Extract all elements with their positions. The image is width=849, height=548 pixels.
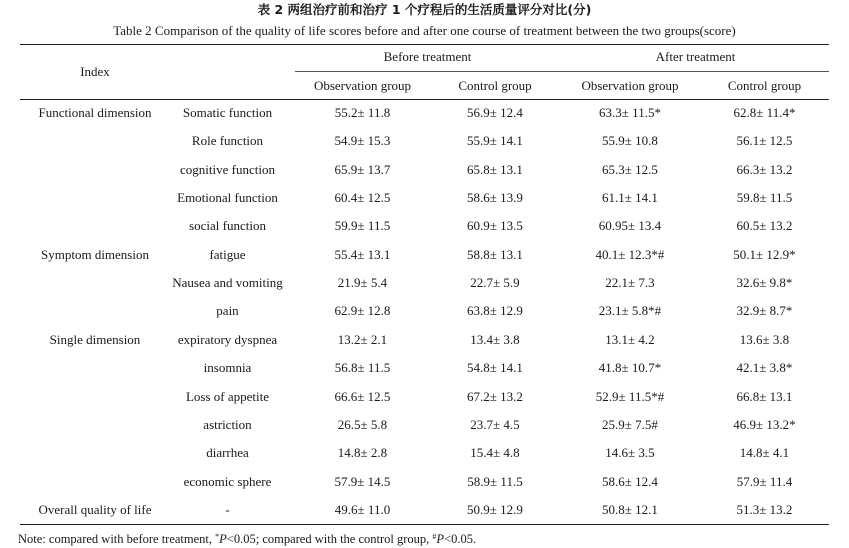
row-value: 67.2± 13.2	[467, 389, 523, 404]
header-bottom-rule	[20, 99, 829, 100]
row-value: 65.8± 13.1	[467, 162, 523, 177]
row-dimension: Single dimension	[49, 332, 141, 347]
row-value: 49.6± 11.0	[334, 502, 391, 517]
row-value: 65.9± 13.7	[334, 162, 391, 177]
row-value: 55.4± 13.1	[334, 247, 391, 262]
row-value: 56.8± 11.5	[334, 360, 391, 375]
row-value: 40.1± 12.3*#	[595, 247, 665, 262]
row-sub-index: astriction	[203, 417, 252, 432]
row-value: 22.1± 7.3	[605, 275, 655, 290]
table-bottom-rule	[20, 524, 829, 525]
header-after-control: Control group	[727, 78, 802, 93]
row-sub-index: expiratory dyspnea	[177, 332, 278, 347]
row-sub-index: social function	[189, 218, 266, 233]
row-value: 14.6± 3.5	[605, 445, 655, 460]
row-value: 46.9± 13.2*	[733, 417, 796, 432]
row-value: 58.6± 13.9	[467, 190, 523, 205]
row-value: 62.9± 12.8	[334, 303, 391, 318]
row-sub-index: insomnia	[203, 360, 252, 375]
table-top-rule	[20, 44, 829, 45]
row-value: 60.95± 13.4	[598, 218, 662, 233]
header-after-observation: Observation group	[581, 78, 679, 93]
row-value: 13.6± 3.8	[739, 332, 790, 347]
header-before-treatment: Before treatment	[383, 49, 472, 64]
row-value: 15.4± 4.8	[470, 445, 520, 460]
row-value: 50.1± 12.9*	[733, 247, 796, 262]
row-value: 63.8± 12.9	[467, 303, 523, 318]
row-value: 13.4± 3.8	[470, 332, 520, 347]
row-value: 66.3± 13.2	[736, 162, 793, 177]
row-value: 59.9± 11.5	[334, 218, 391, 233]
row-value: 63.3± 11.5*	[599, 105, 661, 120]
caption-chinese: 表 2 两组治疗前和治疗 1 个疗程后的生活质量评分对比(分)	[257, 2, 592, 17]
row-value: 55.9± 10.8	[602, 133, 658, 148]
row-value: 57.9± 11.4	[736, 474, 793, 489]
caption-english: Table 2 Comparison of the quality of life scores before and after one course of treatment between the two groups(score)	[113, 23, 736, 38]
row-value: 61.1± 14.1	[602, 190, 658, 205]
row-value: 60.9± 13.5	[467, 218, 523, 233]
row-value: 56.9± 12.4	[467, 105, 523, 120]
row-value: 42.1± 3.8*	[736, 360, 793, 375]
row-value: 51.3± 13.2	[736, 502, 793, 517]
row-value: 14.8± 4.1	[739, 445, 790, 460]
row-value: 55.2± 11.8	[334, 105, 391, 120]
row-value: 23.1± 5.8*#	[598, 303, 662, 318]
row-sub-index: Emotional function	[177, 190, 278, 205]
row-value: 13.2± 2.1	[337, 332, 388, 347]
row-value: 62.8± 11.4*	[733, 105, 796, 120]
row-value: 66.6± 12.5	[334, 389, 391, 404]
row-sub-index: Nausea and vomiting	[172, 275, 283, 290]
header-before-control: Control group	[458, 78, 532, 93]
row-value: 26.5± 5.8	[337, 417, 388, 432]
row-sub-index: diarrhea	[206, 445, 249, 460]
row-sub-index: Role function	[191, 133, 264, 148]
row-value: 54.8± 14.1	[467, 360, 523, 375]
header-after-treatment: After treatment	[655, 49, 736, 64]
row-value: 59.8± 11.5	[736, 190, 793, 205]
row-value: 52.9± 11.5*#	[595, 389, 665, 404]
row-sub-index: Somatic function	[182, 105, 273, 120]
row-sub-index: economic sphere	[183, 474, 272, 489]
row-value: 60.5± 13.2	[736, 218, 793, 233]
row-value: 21.9± 5.4	[337, 275, 388, 290]
row-sub-index: -	[225, 502, 230, 517]
row-value: 60.4± 12.5	[334, 190, 391, 205]
row-value: 66.8± 13.1	[736, 389, 793, 404]
row-sub-index: Loss of appetite	[185, 389, 270, 404]
row-value: 23.7± 4.5	[470, 417, 520, 432]
row-sub-index: pain	[216, 303, 239, 318]
row-dimension: Overall quality of life	[38, 502, 152, 517]
row-value: 13.1± 4.2	[605, 332, 655, 347]
row-value: 25.9± 7.5#	[602, 417, 658, 432]
row-value: 54.9± 15.3	[334, 133, 391, 148]
row-value: 22.7± 5.9	[470, 275, 520, 290]
row-value: 58.8± 13.1	[467, 247, 523, 262]
row-value: 50.8± 12.1	[602, 502, 658, 517]
header-before-observation: Observation group	[313, 78, 412, 93]
row-dimension: Symptom dimension	[41, 247, 149, 262]
row-value: 50.9± 12.9	[467, 502, 523, 517]
row-sub-index: cognitive function	[180, 162, 275, 177]
row-value: 32.9± 8.7*	[736, 303, 793, 318]
header-index: Index	[80, 64, 110, 79]
row-value: 32.6± 9.8*	[736, 275, 793, 290]
row-value: 56.1± 12.5	[736, 133, 793, 148]
row-sub-index: fatigue	[209, 247, 246, 262]
table-note: Note: compared with before treatment, *P<0.05; compared with the control group, #P<0.05.	[18, 532, 477, 546]
row-value: 58.6± 12.4	[602, 474, 658, 489]
row-value: 41.8± 10.7*	[598, 360, 662, 375]
row-value: 65.3± 12.5	[602, 162, 658, 177]
header-partial-rule	[295, 71, 829, 72]
row-value: 55.9± 14.1	[467, 133, 523, 148]
row-value: 57.9± 14.5	[334, 474, 391, 489]
row-value: 58.9± 11.5	[467, 474, 523, 489]
row-value: 14.8± 2.8	[337, 445, 388, 460]
row-dimension: Functional dimension	[38, 105, 152, 120]
